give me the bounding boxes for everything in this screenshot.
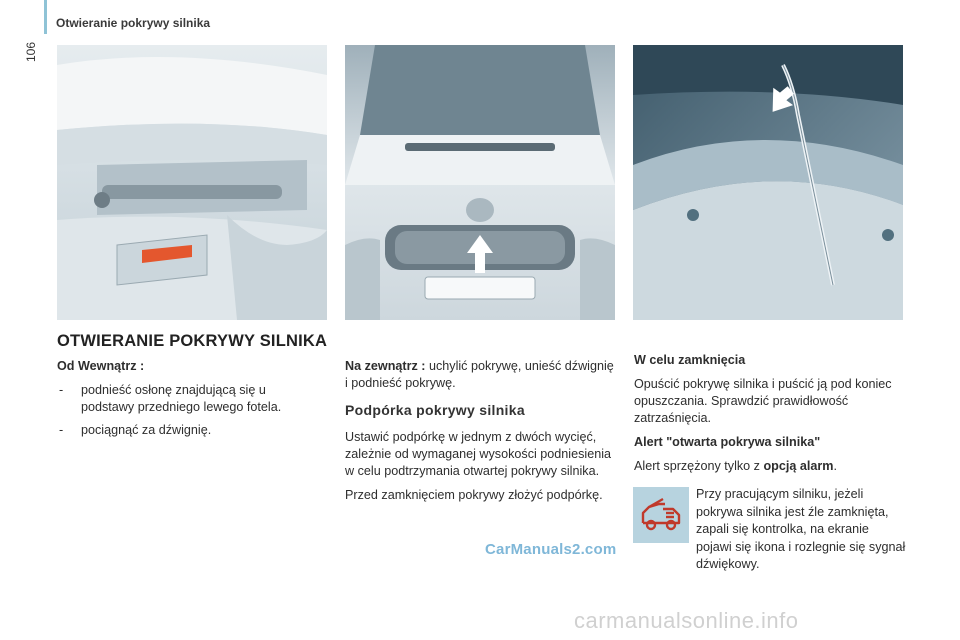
- photo-front-grille: [345, 45, 615, 320]
- alarm-note: Przy pracującym silniku, jeżeli pokrywa silnika jest źle zamknięta, zapali się kontrolka, na ekranie pojawi się ikona i rozlegnie się sygnał dźwiękowy.: [696, 487, 906, 571]
- outside-lead: Na zewnątrz :: [345, 359, 426, 373]
- outside-text: uchylić pokrywę, unieść dźwignię i podnieść pokrywę.: [345, 359, 614, 390]
- alert-paragraph: [634, 458, 904, 475]
- prop-fold-paragraph: Przed zamknięciem pokrywy złożyć podpórkę.: [345, 488, 603, 502]
- column-inside: [57, 358, 317, 445]
- list-item: [57, 422, 317, 439]
- closing-paragraph: Opuścić pokrywę silnika i puścić ją pod koniec opuszczania. Sprawdzić prawidłowość zatrzaśnięcia.: [634, 377, 892, 425]
- prop-subtitle: Podpórka pokrywy silnika: [345, 402, 525, 418]
- column-outside: [345, 358, 615, 511]
- column-closing: [634, 352, 904, 482]
- watermark-top: CarManuals2.com: [485, 541, 617, 558]
- prop-paragraph: Ustawić podpórkę w jednym z dwóch wycięć, zależnie od wymaganej wysokości podniesienia w celu podtrzymania otwartej pokrywy silnika.: [345, 430, 612, 478]
- outside-paragraph: [345, 358, 615, 392]
- watermark-bottom: carmanualsonline.info: [574, 608, 799, 633]
- alert-text: Alert sprzężony tylko z: [634, 459, 764, 473]
- list-item: [57, 382, 317, 416]
- alert-text-end: .: [833, 459, 837, 473]
- side-accent-bar: [44, 0, 47, 34]
- bullet-dash: -: [59, 423, 64, 437]
- bullet-dash: -: [59, 383, 64, 397]
- inside-heading: Od Wewnątrz :: [57, 359, 145, 373]
- photo-interior-lever: [57, 45, 327, 320]
- photo-hood-prop: [633, 45, 903, 320]
- closing-heading: W celu zamknięcia: [634, 353, 746, 367]
- running-header: Otwieranie pokrywy silnika: [56, 16, 211, 30]
- car-hood-open-icon: [633, 487, 689, 543]
- list-item-text: pociągnąć za dźwignię.: [81, 423, 212, 437]
- section-title: OTWIERANIE POKRYWY SILNIKA: [57, 332, 328, 350]
- alert-option: opcją alarm: [763, 459, 834, 473]
- alert-heading: Alert "otwarta pokrywa silnika": [634, 435, 821, 449]
- page-number: 106: [24, 41, 38, 62]
- list-item-text: podnieść osłonę znajdującą się u podstawy przedniego lewego fotela.: [81, 383, 282, 414]
